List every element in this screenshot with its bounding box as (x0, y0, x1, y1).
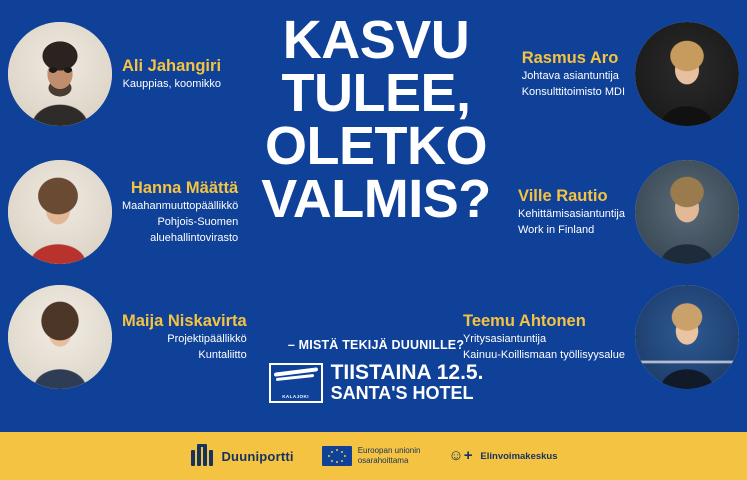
speaker-info (112, 312, 257, 363)
portrait-figure (635, 22, 739, 126)
portrait-rasmus-aro (635, 22, 739, 126)
wave-shape-icon (274, 367, 318, 381)
eu-funding-text (358, 446, 421, 466)
speaker-card (8, 160, 248, 264)
portrait-figure (8, 160, 112, 264)
kalajoki-logo-icon (269, 363, 323, 403)
portrait-hanna-maatta (8, 160, 112, 264)
footer-logo-bar (0, 432, 747, 480)
speaker-card (8, 285, 257, 389)
speaker-role-line: Kuntaliitto (198, 349, 247, 362)
speaker-role-line: Maahanmuuttopäällikkö (122, 200, 239, 213)
speaker-role-line: Yritysasiantuntija (462, 333, 547, 346)
eu-flag-icon (322, 446, 352, 466)
eu-funding-logo (322, 446, 421, 466)
speaker-role-line: Kehittämisasiantuntija (517, 208, 625, 221)
portrait-ville-rautio (635, 160, 739, 264)
speaker-name: Rasmus Aro (521, 48, 619, 67)
speaker-card (512, 22, 739, 126)
speaker-name: Teemu Ahtonen (462, 311, 586, 330)
speaker-card (508, 160, 739, 264)
speaker-info (512, 49, 635, 100)
headline-subline: – MISTÄ TEKIJÄ DUUNILLE? (287, 338, 465, 352)
speaker-name: Maija Niskavirta (122, 311, 247, 330)
speaker-role-line: Projektipäällikkö (167, 333, 247, 346)
portrait-teemu-ahtonen (635, 285, 739, 389)
elinvoimakeskus-label: Elinvoimakeskus (480, 450, 558, 462)
page-title (252, 10, 500, 229)
elinvoimakeskus-mark-icon: ☺+ (448, 447, 473, 464)
speaker-role-line: Kainuu-Koillismaan työllisyysalue (462, 349, 625, 362)
portrait-figure (635, 160, 739, 264)
duuniportti-label: Duuniportti (221, 448, 294, 464)
speaker-info (453, 312, 635, 363)
headline-line-1: KASVU (282, 10, 470, 70)
event-date: TIISTAINA 12.5. (330, 361, 484, 384)
duuniportti-logo (189, 444, 293, 468)
kalajoki-logo-label: KALAJOKI (282, 393, 309, 399)
speaker-card (453, 285, 739, 389)
speaker-info (112, 179, 248, 246)
speaker-role-line: Konsulttitoimisto MDI (521, 86, 625, 99)
portrait-glasses (8, 22, 112, 126)
headline-line-2: TULEE, (281, 62, 471, 123)
speaker-role-line: Kauppias, koomikko (122, 78, 222, 91)
duuniportti-mark-icon (189, 444, 215, 468)
speaker-name: Ali Jahangiri (122, 56, 222, 75)
speaker-role-line: Work in Finland (517, 224, 595, 237)
portrait-maija-niskavirta (8, 285, 112, 389)
speaker-name: Hanna Määttä (130, 178, 239, 197)
eu-funding-line-2: osarahoittama (357, 456, 409, 465)
portrait-figure (8, 285, 112, 389)
speaker-role-line: Johtava asiantuntija (521, 70, 619, 83)
headline-line-4: VALMIS? (261, 168, 491, 229)
speaker-info (508, 187, 635, 238)
speaker-card (8, 22, 231, 126)
elinvoimakeskus-logo (448, 446, 557, 466)
speaker-name: Ville Rautio (517, 186, 608, 205)
speaker-role-line: aluehallintovirasto (150, 232, 239, 245)
portrait-figure (635, 285, 739, 389)
speaker-role-line: Pohjois-Suomen (157, 216, 239, 229)
event-venue: SANTA'S HOTEL (330, 383, 474, 404)
headline-line-3: OLETKO (265, 115, 487, 176)
speaker-info (112, 57, 231, 92)
portrait-ali-jahangiri (8, 22, 112, 126)
eu-funding-line-1: Euroopan unionin (357, 446, 421, 455)
